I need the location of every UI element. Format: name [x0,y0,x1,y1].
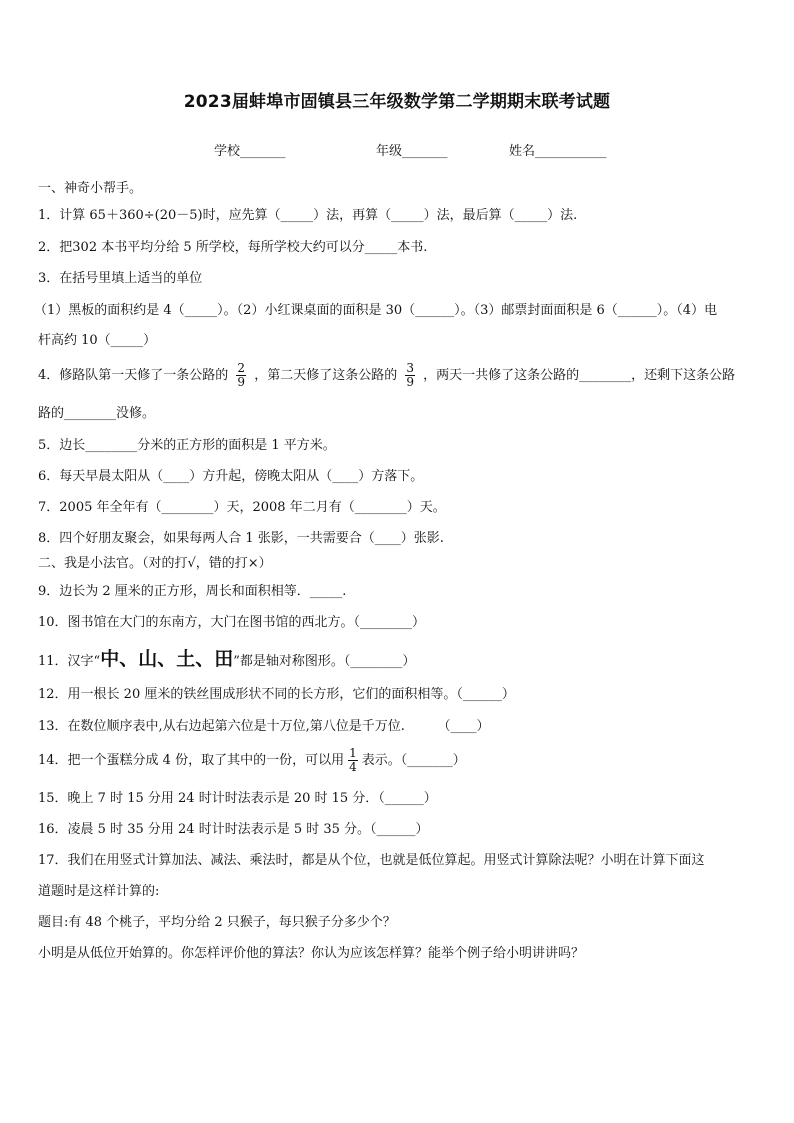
section-heading-1: 一、神奇小帮手。 [38,181,143,196]
question-9: 9．边长为 2 厘米的正方形，周长和面积相等．_____. [38,584,347,599]
question-17-line-2: 道题时是这样计算的: [38,884,160,899]
question-7: 7．2005 年全年有（________）天，2008 年二月有（________）天。 [38,500,446,515]
question-3-line-2: 杆高约 10（_____） [38,333,157,348]
fraction-numerator: 1 [349,746,357,760]
fraction-numerator: 3 [406,361,414,375]
question-14 [38,745,466,777]
question-15: 15．晚上 7 时 15 分用 24 时计时法表示是 20 时 15 分．（______） [38,791,437,806]
hanzi-characters: 中、山、土、田 [100,648,234,670]
question-3: 3．在括号里填上适当的单位 [38,271,203,286]
question-11 [38,647,415,674]
question-2: 2．把302 本书平均分给 5 所学校，每所学校大约可以分_____本书. [38,240,428,255]
section-heading-2: 二、我是小法官。（对的打√，错的打×） [38,556,272,571]
question-8: 8．四个好朋友聚会，如果每两人合 1 张影，一共需要合（____）张影. [38,531,444,546]
question-16: 16．凌晨 5 时 35 分用 24 时计时法表示是 5 时 35 分。（______） [38,822,429,837]
page-title: 2023届蚌埠市固镇县三年级数学第二学期期末联考试题 [183,92,611,112]
question-5: 5．边长________分米的正方形的面积是 1 平方米。 [38,438,336,453]
question-1: 1．计算 65＋360÷(20－5)时，应先算（_____）法，再算（_____）法，最后算（_____）法. [38,208,578,223]
question-3-line-1: （1）黑板的面积约是 4（_____）。（2）小红课桌面的面积是 30（______）。（3）邮票封面面积是 6（______）。（4）电 [34,303,718,318]
school-field: 学校_______ [214,144,286,159]
fraction-numerator: 2 [237,361,246,375]
question-4-part-b: ，第二天修了这条公路的 [254,368,398,383]
fraction-denominator: 9 [406,375,414,389]
question-11-part-a: 11．汉字“ [38,654,101,669]
grade-field: 年级_______ [376,144,448,159]
question-6: 6．每天早晨太阳从（____）方升起，傍晚太阳从（____）方落下。 [38,469,424,484]
question-4-part-c: ，两天一共修了这条公路的________，还剩下这条公路 [423,368,736,383]
question-17-line-4: 小明是从低位开始算的。你怎样评价他的算法？你认为应该怎样算？能举个例子给小明讲讲吗？ [38,946,585,961]
question-4-line-2: 路的________没修。 [38,406,156,421]
question-11-part-b: ”都是轴对称图形。（________） [233,654,416,669]
fraction-3-9 [405,362,415,389]
question-4-part-a: 4．修路队第一天修了一条公路的 [38,368,229,383]
fraction-denominator: 9 [237,375,246,389]
question-14-part-a: 14．把一个蛋糕分成 4 份，取了其中的一份，可以用 [38,753,345,768]
question-14-part-b: 表示。（_______） [361,753,466,768]
question-17-line-3: 题目:有 48 个桃子，平均分给 2 只猴子，每只猴子分多少个？ [38,915,396,930]
question-10: 10．图书馆在大门的东南方，大门在图书馆的西北方。（________） [38,615,426,630]
question-17-line-1: 17．我们在用竖式计算加法、减法、乘法时，都是从个位，也就是低位算起。用竖式计算除法呢？小明在计算下面这 [38,853,705,868]
question-4 [38,361,735,391]
name-field: 姓名___________ [509,144,607,159]
question-13: 13．在数位顺序表中,从右边起第六位是十万位,第八位是千万位. （____） [38,719,490,734]
question-12: 12．用一根长 20 厘米的铁丝围成形状不同的长方形，它们的面积相等。（______） [38,687,515,702]
fraction-2-9 [236,362,246,389]
fraction-1-4 [348,747,358,774]
fraction-denominator: 4 [349,760,357,774]
